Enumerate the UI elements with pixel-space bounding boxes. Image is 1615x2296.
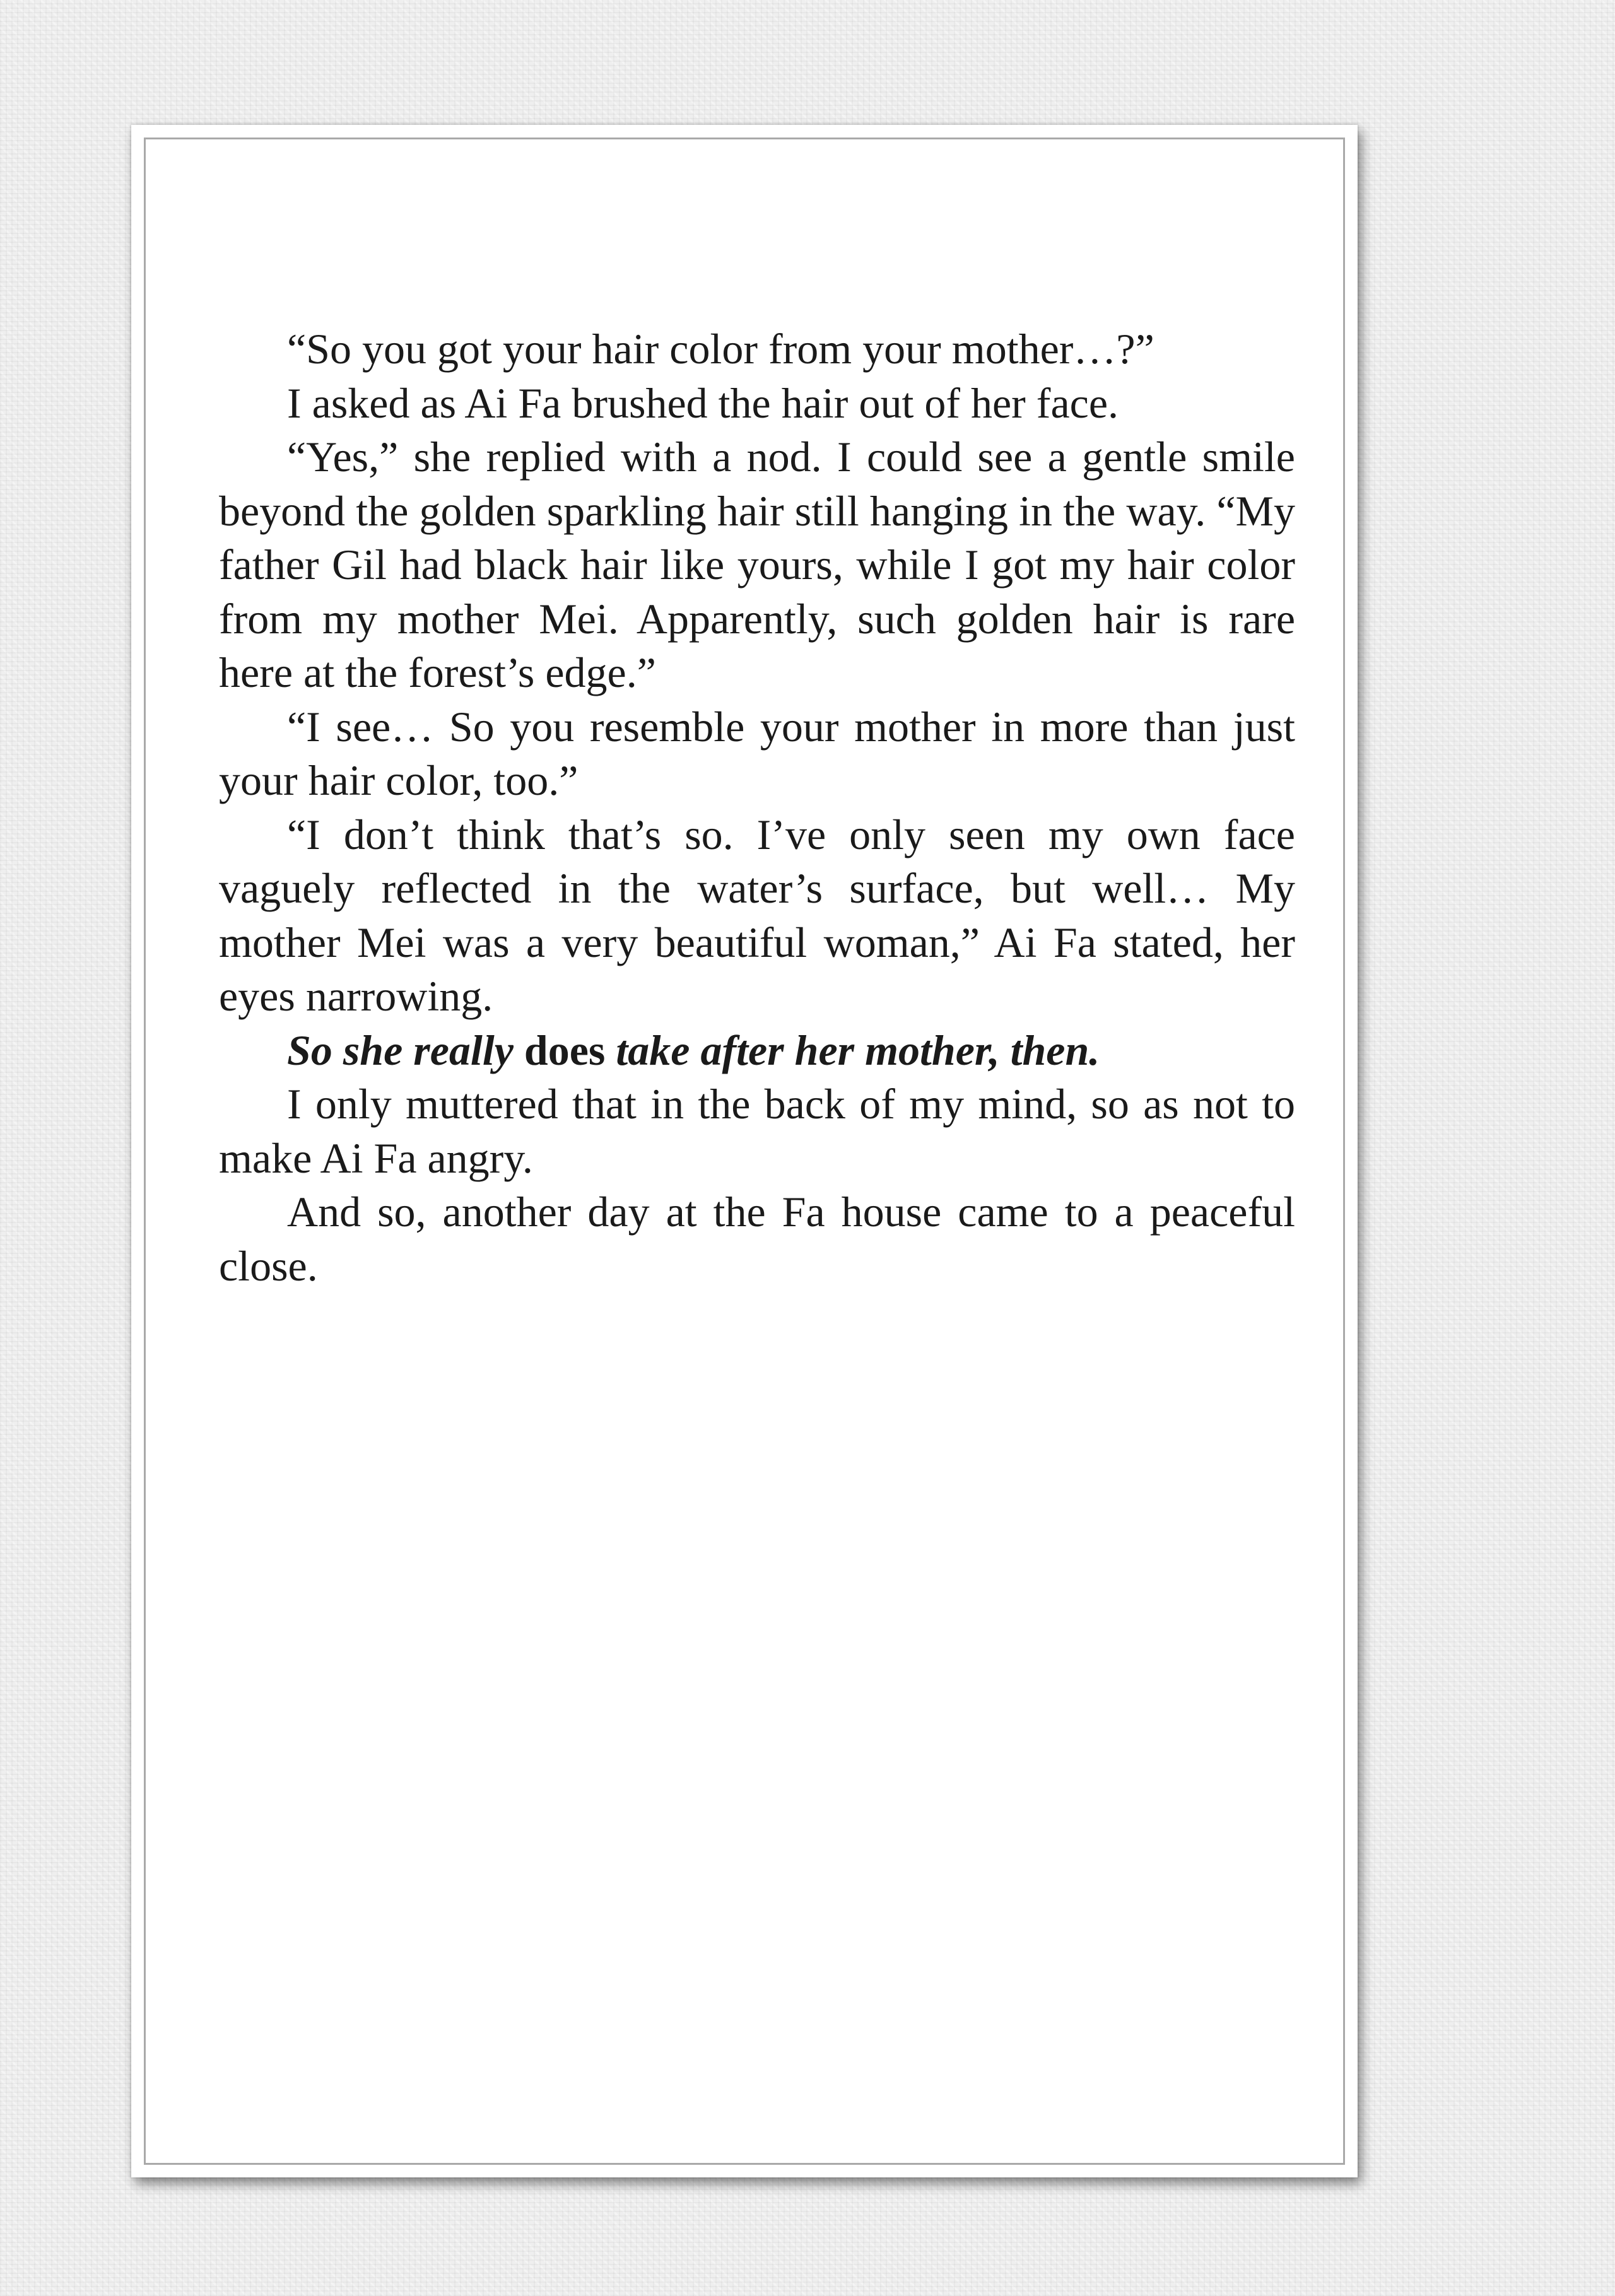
paragraph-3: “Yes,” she replied with a nod. I could see a gentle smile beyond the golden sparkling hair still hanging in the way. “My father Gil had black hair like yours, while I got my hair color from my mother Mei. Apparently, such golden hair is rare here at the forest’s edge.” [219,433,1295,696]
paragraph-1: “So you got your hair color from your mother…?” [287,325,1154,373]
page-text [219,322,1295,1293]
paragraph-2: I asked as Ai Fa brushed the hair out of her face. [287,378,1119,427]
page-border [144,138,1345,2165]
book-page [131,125,1358,2177]
inner-thought-paragraph [219,1024,1295,1078]
paragraph-4: “I see… So you resemble your mother in more than just your hair color, too.” [219,702,1295,804]
paragraph-6: I only muttered that in the back of my mind, so as not to make Ai Fa angry. [219,1080,1295,1182]
inner-thought-part-3: take after her mother, then. [605,1026,1100,1074]
paragraph-7: And so, another day at the Fa house came to a peaceful close. [219,1188,1295,1290]
inner-thought-emphasis: does [524,1026,606,1074]
paragraph-5: “I don’t think that’s so. I’ve only seen my own face vaguely reflected in the water’s surface, but well… My mother Mei was a very beautiful woman,” Ai Fa stated, her eyes narrowing. [219,810,1295,1020]
inner-thought-part-1: So she really [287,1026,524,1074]
